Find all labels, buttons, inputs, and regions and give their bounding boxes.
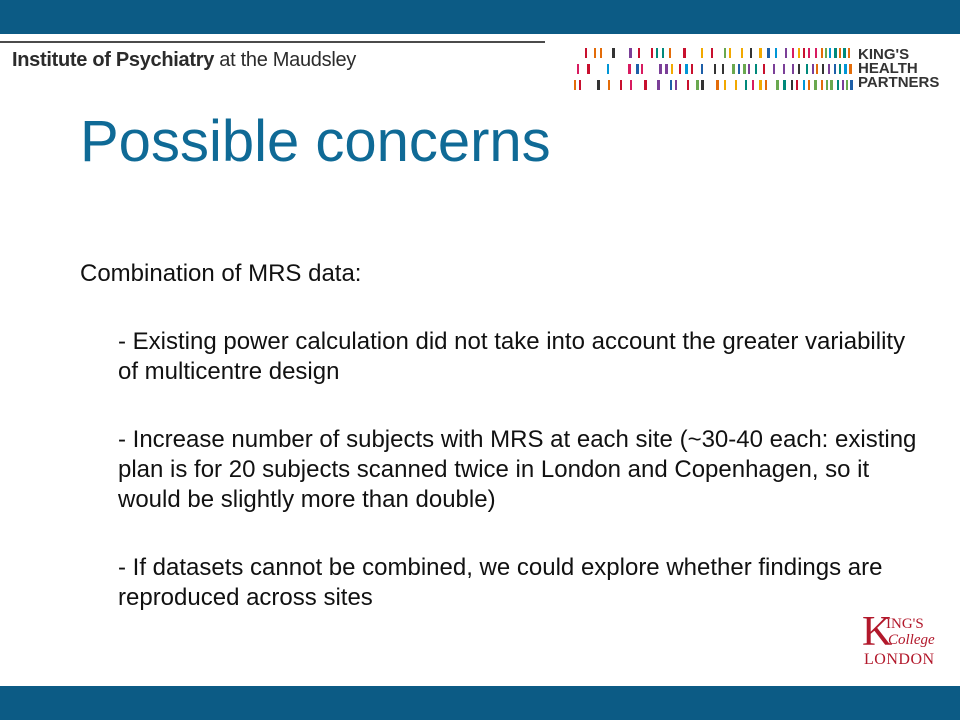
khp-bar bbox=[597, 80, 600, 90]
khp-bar bbox=[675, 80, 677, 90]
khp-bar bbox=[825, 48, 827, 58]
khp-bar bbox=[732, 64, 735, 74]
khp-bar bbox=[665, 64, 668, 74]
khp-bar bbox=[701, 64, 703, 74]
khp-bar bbox=[829, 48, 831, 58]
khp-bar bbox=[844, 64, 847, 74]
khp-bar bbox=[600, 48, 602, 58]
khp-bar bbox=[735, 80, 737, 90]
khp-bar bbox=[765, 80, 767, 90]
khp-line-3: PARTNERS bbox=[858, 74, 940, 91]
khp-bar bbox=[745, 80, 747, 90]
khp-bar bbox=[846, 80, 848, 90]
khp-bar bbox=[775, 48, 777, 58]
khp-bar bbox=[724, 80, 726, 90]
khp-bar bbox=[834, 48, 837, 58]
khp-bar bbox=[792, 48, 794, 58]
khp-bar bbox=[843, 48, 846, 58]
khp-bar bbox=[701, 80, 704, 90]
khp-bar bbox=[670, 80, 672, 90]
khp-bar bbox=[579, 80, 581, 90]
khp-bar bbox=[791, 80, 793, 90]
khp-bar bbox=[743, 64, 746, 74]
khp-bar bbox=[767, 48, 770, 58]
khp-bar bbox=[716, 80, 719, 90]
khp-bar bbox=[803, 48, 805, 58]
khp-bar bbox=[803, 80, 805, 90]
khp-bar bbox=[759, 80, 762, 90]
khp-bar bbox=[815, 48, 817, 58]
khp-bar bbox=[587, 64, 590, 74]
khp-logo-text bbox=[858, 48, 939, 90]
khp-bar bbox=[683, 48, 686, 58]
khp-bar bbox=[776, 80, 779, 90]
khp-bar bbox=[714, 64, 716, 74]
khp-bar bbox=[755, 64, 757, 74]
concern-point: - Existing power calculation did not take into account the greater variability of multicentre design bbox=[118, 328, 906, 385]
khp-bar bbox=[750, 48, 752, 58]
khp-bar bbox=[574, 80, 576, 90]
khp-bar bbox=[808, 80, 810, 90]
khp-bar bbox=[722, 64, 724, 74]
khp-bar bbox=[620, 80, 622, 90]
khp-bar bbox=[657, 80, 660, 90]
khp-bar bbox=[828, 64, 830, 74]
kcl-college: College bbox=[888, 632, 935, 648]
bottom-band bbox=[0, 686, 960, 720]
khp-line-2: HEALTH bbox=[858, 60, 918, 77]
khp-bar bbox=[679, 64, 681, 74]
khp-bar bbox=[687, 80, 689, 90]
khp-bar bbox=[837, 80, 839, 90]
khp-bar bbox=[849, 64, 852, 74]
khp-bar bbox=[792, 64, 794, 74]
iop-logo-bold: Institute of Psychiatry bbox=[12, 49, 215, 71]
khp-bar bbox=[763, 64, 765, 74]
khp-bar bbox=[848, 48, 850, 58]
khp-bar bbox=[783, 80, 786, 90]
khp-bar bbox=[724, 48, 726, 58]
khp-bar bbox=[748, 64, 750, 74]
khp-bar bbox=[608, 80, 610, 90]
khp-bar bbox=[612, 48, 615, 58]
khp-bar bbox=[785, 48, 787, 58]
iop-logo bbox=[12, 49, 356, 72]
khp-bar bbox=[808, 48, 810, 58]
khp-bar bbox=[701, 48, 703, 58]
khp-bar bbox=[696, 80, 699, 90]
khp-bar bbox=[711, 48, 713, 58]
khp-bar bbox=[821, 80, 823, 90]
intro-text: Combination of MRS data: bbox=[80, 260, 362, 287]
khp-bar bbox=[812, 64, 814, 74]
khp-barcode-graphic bbox=[572, 46, 854, 94]
kings-college-london-logo bbox=[862, 609, 948, 670]
header-rule bbox=[0, 41, 545, 43]
khp-bar bbox=[839, 48, 841, 58]
khp-bar bbox=[729, 48, 731, 58]
khp-bar bbox=[796, 80, 798, 90]
khp-bar bbox=[759, 48, 762, 58]
khp-bar bbox=[662, 48, 664, 58]
khp-bar bbox=[577, 64, 579, 74]
kcl-initial: K bbox=[862, 609, 893, 655]
khp-bar bbox=[636, 64, 639, 74]
khp-bar bbox=[644, 80, 647, 90]
khp-bar bbox=[798, 64, 800, 74]
slide-body bbox=[80, 259, 940, 651]
iop-logo-rest: at the Maudsley bbox=[214, 49, 356, 71]
concern-point: - Increase number of subjects with MRS at each site (~30-40 each: existing plan is for 20 subjects scanned twice in London and Copenhagen, so it would be slightly more than double) bbox=[118, 426, 917, 513]
khp-bar bbox=[826, 80, 828, 90]
khp-bar bbox=[806, 64, 808, 74]
khp-bar bbox=[842, 80, 844, 90]
khp-bar bbox=[629, 48, 632, 58]
khp-bar bbox=[651, 48, 653, 58]
khp-bar bbox=[814, 80, 817, 90]
khp-bar bbox=[607, 64, 609, 74]
kcl-ings: ING'S bbox=[886, 616, 924, 632]
khp-bar bbox=[821, 48, 823, 58]
slide-title: Possible concerns bbox=[80, 109, 551, 174]
khp-bar bbox=[822, 64, 824, 74]
khp-bar bbox=[659, 64, 662, 74]
khp-bar bbox=[830, 80, 833, 90]
khp-line-1: KING'S bbox=[858, 46, 910, 63]
khp-bar bbox=[671, 64, 673, 74]
khp-bar bbox=[816, 64, 818, 74]
khp-bar bbox=[669, 48, 671, 58]
khp-bar bbox=[741, 48, 743, 58]
khp-bar bbox=[752, 80, 754, 90]
khp-bar bbox=[839, 64, 841, 74]
khp-bar bbox=[685, 64, 688, 74]
khp-bar bbox=[641, 64, 643, 74]
kcl-london: LONDON bbox=[864, 651, 935, 668]
khp-bar bbox=[773, 64, 775, 74]
khp-bar bbox=[630, 80, 632, 90]
top-band bbox=[0, 0, 960, 34]
concern-point: - If datasets cannot be combined, we could explore whether findings are reproduced across sites bbox=[118, 554, 883, 611]
khp-bar bbox=[691, 64, 693, 74]
khp-bar bbox=[798, 48, 800, 58]
khp-bar bbox=[594, 48, 596, 58]
khp-bar bbox=[628, 64, 631, 74]
khp-bar bbox=[656, 48, 658, 58]
khp-bar bbox=[738, 64, 740, 74]
khp-bar bbox=[585, 48, 587, 58]
khp-bar bbox=[638, 48, 640, 58]
khp-bar bbox=[850, 80, 853, 90]
khp-bar bbox=[783, 64, 785, 74]
khp-bar bbox=[834, 64, 836, 74]
